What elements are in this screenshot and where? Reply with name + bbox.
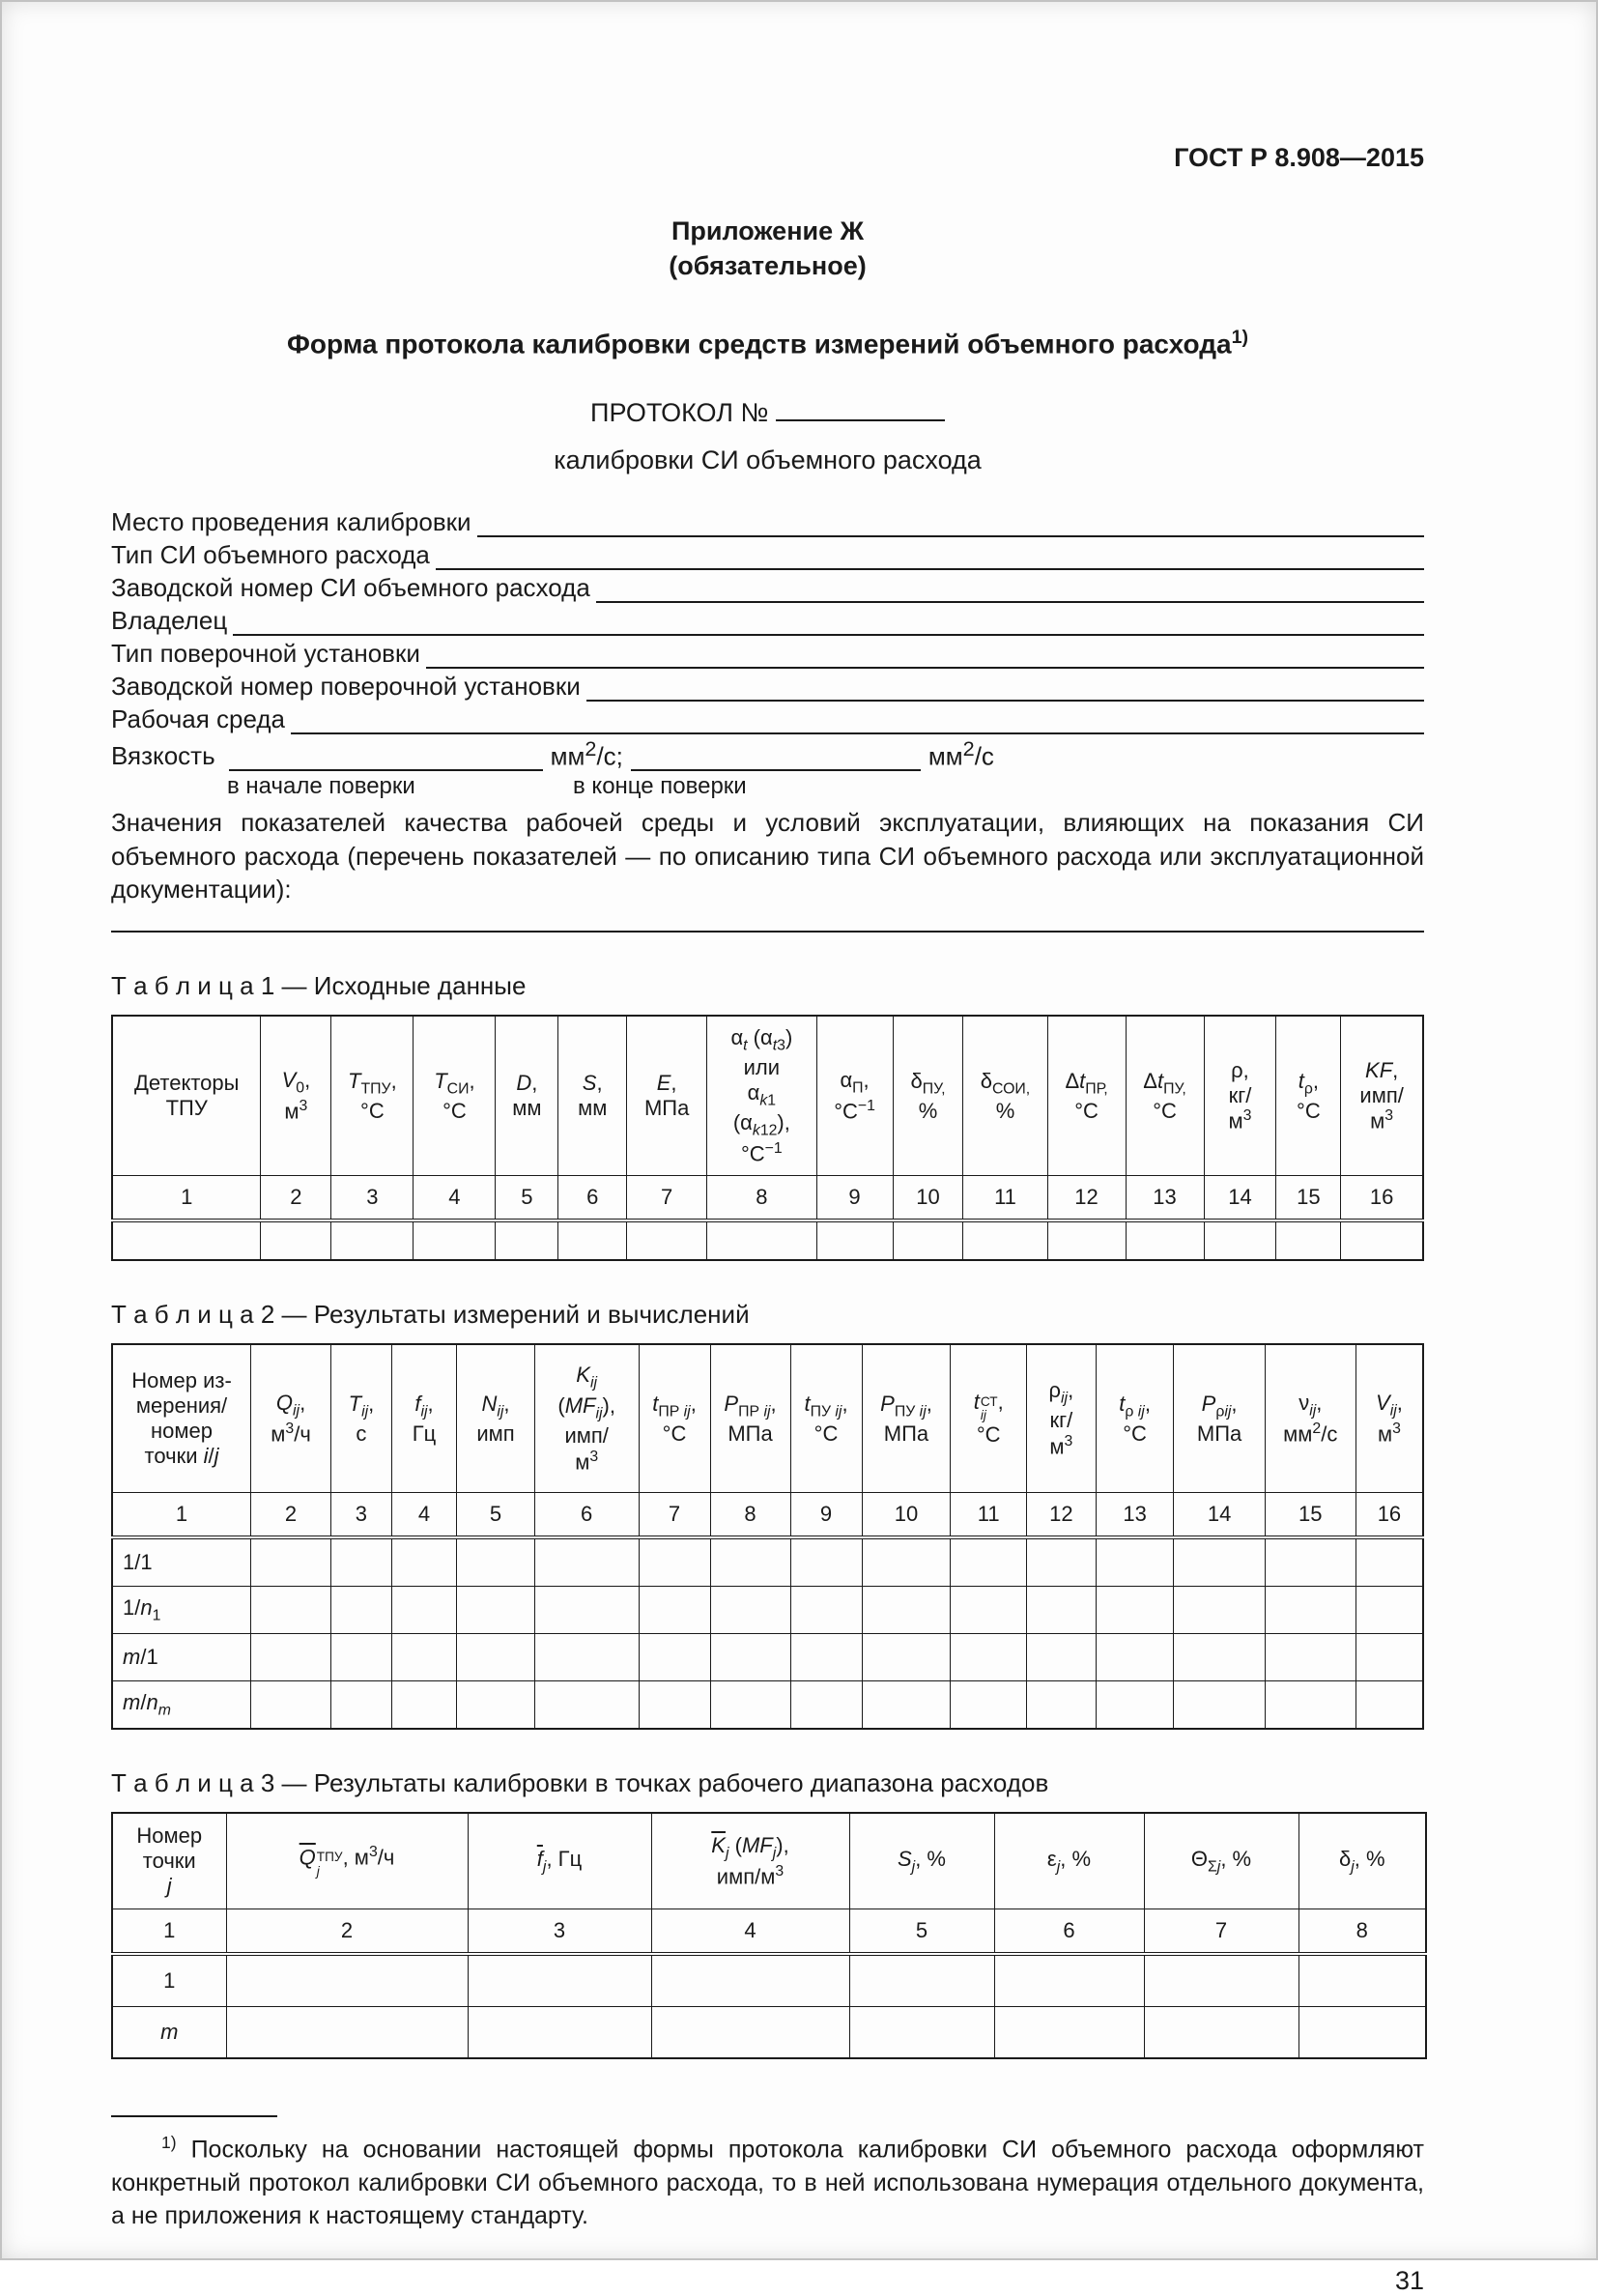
column-number-cell: 3 (331, 1176, 414, 1221)
table-cell (534, 1587, 639, 1634)
table-cell: m (112, 2007, 226, 2059)
column-number-cell: 11 (951, 1493, 1027, 1538)
appendix-type: (обязательное) (669, 251, 867, 281)
table-cell: 1/1 (112, 1537, 251, 1587)
appendix-name: Приложение Ж (671, 216, 865, 245)
table-cell (1355, 1681, 1423, 1730)
column-number-cell: 1 (112, 1909, 226, 1955)
column-number-cell: 8 (710, 1493, 790, 1538)
table-cell (816, 1220, 893, 1260)
column-header-cell: D, мм (496, 1016, 558, 1176)
form-field-line (111, 669, 1424, 702)
column-header-cell: $K_{ij}$ $(MF_{ij})$, имп/ $м^3$ (534, 1344, 639, 1493)
caption-end-of-verification: в конце поверки (573, 773, 747, 800)
table-cell (331, 1587, 392, 1634)
table-cell (951, 1587, 1027, 1634)
page-number: 31 (1394, 2265, 1424, 2295)
table-cell (1047, 1220, 1126, 1260)
column-number-cell: 9 (790, 1493, 862, 1538)
column-number-cell: 11 (963, 1176, 1047, 1221)
column-header-cell: $T_{ij}$, с (331, 1344, 392, 1493)
table-cell (251, 1537, 331, 1587)
table-cell (951, 1634, 1027, 1681)
table-cell (1265, 1587, 1355, 1634)
protocol-subtitle: калибровки СИ объемного расхода (554, 445, 982, 475)
table-calibration-results (111, 1812, 1427, 2059)
column-header-cell: $\overline{f}_j$, Гц (468, 1813, 651, 1909)
column-number-cell: 8 (707, 1176, 816, 1221)
column-numbers-row (112, 1176, 1423, 1221)
column-header-cell: Номер точки j (112, 1813, 226, 1909)
column-number-cell: 2 (251, 1493, 331, 1538)
field-label: Рабочая среда (111, 704, 286, 734)
table-cell (331, 1220, 414, 1260)
table-header-row (112, 1813, 1426, 1909)
column-number-cell: 15 (1265, 1493, 1355, 1538)
table-cell (710, 1681, 790, 1730)
table-cell: $m/n_m$ (112, 1681, 251, 1730)
table-cell (639, 1681, 710, 1730)
table-cell (1144, 1954, 1298, 2007)
table-header-row (112, 1016, 1423, 1176)
table-row (112, 1220, 1423, 1260)
column-header-cell: $\nu_{ij}$, $мм^2/с$ (1265, 1344, 1355, 1493)
table-row (112, 1537, 1423, 1587)
table-cell (468, 2007, 651, 2059)
table-cell (391, 1634, 456, 1681)
table-cell (710, 1587, 790, 1634)
form-field-line (111, 636, 1424, 669)
table-cell (1298, 1954, 1426, 2007)
column-header-cell: E, МПа (627, 1016, 707, 1176)
column-header-cell: $P_{\rho ij}$, МПа (1174, 1344, 1265, 1493)
table-cell (112, 1220, 261, 1260)
column-header-cell: t СТ ij , °С (951, 1344, 1027, 1493)
table-header-row (112, 1344, 1423, 1493)
column-header-cell: $t_{\rho ij}$, °С (1096, 1344, 1174, 1493)
table-cell (331, 1634, 392, 1681)
column-number-cell: 8 (1298, 1909, 1426, 1955)
table-row (112, 1954, 1426, 2007)
column-number-cell: 7 (639, 1493, 710, 1538)
column-number-cell: 12 (1047, 1176, 1126, 1221)
table-cell (1096, 1681, 1174, 1730)
column-header-cell: $S_j$, % (849, 1813, 994, 1909)
table-cell (251, 1587, 331, 1634)
column-header-cell: $t_{ПР ij}$, °С (639, 1344, 710, 1493)
field-blank-line (233, 607, 1424, 636)
table-cell (1174, 1634, 1265, 1681)
table-cell (226, 2007, 468, 2059)
column-number-cell: 13 (1126, 1176, 1204, 1221)
table-cell (651, 1954, 849, 2007)
table-3-caption: Т а б л и ц а 3 — Результаты калибровки в точках рабочего диапазона расходов (111, 1768, 1049, 1798)
column-header-cell: $T_{ТПУ}$, °С (331, 1016, 414, 1176)
table-cell (1096, 1587, 1174, 1634)
field-label: Владелец (111, 606, 228, 636)
table-cell (534, 1537, 639, 1587)
table-cell (707, 1220, 816, 1260)
table-cell (457, 1587, 535, 1634)
table-cell (1204, 1220, 1276, 1260)
form-field-line (111, 603, 1424, 636)
column-number-cell: 13 (1096, 1493, 1174, 1538)
table-row (112, 2007, 1426, 2059)
table-cell (1174, 1587, 1265, 1634)
table-cell (1096, 1537, 1174, 1587)
table-cell (862, 1634, 951, 1681)
table-cell (457, 1634, 535, 1681)
column-number-cell: 2 (261, 1176, 331, 1221)
column-numbers-row (112, 1493, 1423, 1538)
table-cell (414, 1220, 496, 1260)
table-cell (639, 1537, 710, 1587)
table-cell (639, 1634, 710, 1681)
footnote-ref-mark: 1) (161, 2133, 177, 2153)
column-number-cell: 5 (849, 1909, 994, 1955)
table-cell (1174, 1537, 1265, 1587)
column-header-cell: $t_\rho$, °С (1276, 1016, 1341, 1176)
table-row (112, 1634, 1423, 1681)
column-number-cell: 14 (1204, 1176, 1276, 1221)
field-blank-line (291, 705, 1424, 734)
form-title-text: Форма протокола калибровки средств измерений объемного расхода (286, 329, 1232, 359)
table-cell (391, 1587, 456, 1634)
table-cell (790, 1587, 862, 1634)
column-number-cell: 7 (1144, 1909, 1298, 1955)
table-cell (1341, 1220, 1423, 1260)
column-number-cell: 2 (226, 1909, 468, 1955)
column-header-cell: ρ, кг/ $м^3$ (1204, 1016, 1276, 1176)
field-label: Заводской номер поверочной установки (111, 672, 581, 702)
column-header-cell: $\alpha_П$, $^\circ С^{-1}$ (816, 1016, 893, 1176)
table-cell (558, 1220, 627, 1260)
column-number-cell: 4 (391, 1493, 456, 1538)
form-field-line (111, 504, 1424, 537)
table-cell (627, 1220, 707, 1260)
field-blank-line (596, 574, 1424, 603)
table-cell (994, 2007, 1144, 2059)
field-label: Заводской номер СИ объемного расхода (111, 573, 590, 603)
table-cell (994, 1954, 1144, 2007)
footnote-reference: 1) (1231, 326, 1249, 348)
table-cell (391, 1537, 456, 1587)
table-cell: $1/n_1$ (112, 1587, 251, 1634)
document-code: ГОСТ Р 8.908—2015 (1174, 143, 1424, 172)
footnote-separator (111, 2115, 277, 2121)
column-number-cell: 10 (862, 1493, 951, 1538)
form-fields-block (111, 504, 1424, 734)
quality-conditions-note: Значения показателей качества рабочей среды и условий эксплуатации, влияющих на показания СИ объемного расхода (перечень показателей — по описанию типа СИ объемного расхода или эксплуатационной документации): (111, 808, 1424, 904)
table-cell (1174, 1681, 1265, 1730)
table-cell (251, 1681, 331, 1730)
protocol-label: ПРОТОКОЛ № (590, 398, 769, 428)
table-cell (849, 2007, 994, 2059)
table-cell (1144, 2007, 1298, 2059)
viscosity-captions (111, 771, 1424, 800)
column-header-cell: $\Delta t_{ПУ,}$ °С (1126, 1016, 1204, 1176)
blank-ruled-line (111, 921, 1424, 933)
column-number-cell: 1 (112, 1176, 261, 1221)
table-cell (226, 1954, 468, 2007)
column-header-cell: $\alpha_t$ $(\alpha_{t3})$ или $\alpha_{k1}$ $(\alpha_{k12})$, $^\circ С^{-1}$ (707, 1016, 816, 1176)
column-number-cell: 10 (893, 1176, 963, 1221)
column-number-cell: 1 (112, 1493, 251, 1538)
protocol-number-blank (776, 394, 945, 421)
column-header-cell: $f_{ij}$, Гц (391, 1344, 456, 1493)
column-numbers-row (112, 1909, 1426, 1955)
column-number-cell: 4 (651, 1909, 849, 1955)
column-header-cell: $\varepsilon_j$, % (994, 1813, 1144, 1909)
column-header-cell: $\Delta t_{ПР,}$ °С (1047, 1016, 1126, 1176)
table-cell (1126, 1220, 1204, 1260)
protocol-number-line (111, 394, 1424, 428)
table-cell (963, 1220, 1047, 1260)
table-2-caption: Т а б л и ц а 2 — Результаты измерений и вычислений (111, 1300, 750, 1330)
viscosity-unit-2: $мм^2/с$ (927, 735, 994, 771)
table-cell (1026, 1587, 1096, 1634)
column-number-cell: 6 (994, 1909, 1144, 1955)
table-cell (331, 1537, 392, 1587)
column-header-cell: $\overline{Q}$ ТПУ j , $м^3/ч$ (226, 1813, 468, 1909)
field-blank-line (436, 541, 1424, 570)
table-cell (951, 1681, 1027, 1730)
column-number-cell: 6 (534, 1493, 639, 1538)
form-field-line (111, 702, 1424, 734)
column-header-cell: $Q_{ij}$, $м^3/ч$ (251, 1344, 331, 1493)
table-cell (496, 1220, 558, 1260)
caption-start-of-verification: в начале поверки (227, 773, 415, 800)
table-cell (710, 1537, 790, 1587)
table-cell: m/1 (112, 1634, 251, 1681)
field-label: Тип поверочной установки (111, 639, 420, 669)
field-label: Место проведения калибровки (111, 507, 471, 537)
column-number-cell: 5 (496, 1176, 558, 1221)
column-number-cell: 14 (1174, 1493, 1265, 1538)
table-cell (1265, 1634, 1355, 1681)
table-cell (1265, 1537, 1355, 1587)
column-number-cell: 16 (1355, 1493, 1423, 1538)
column-number-cell: 16 (1341, 1176, 1423, 1221)
field-blank-line (477, 508, 1424, 537)
column-number-cell: 7 (627, 1176, 707, 1221)
table-cell (893, 1220, 963, 1260)
table-cell (468, 1954, 651, 2007)
table-cell (710, 1634, 790, 1681)
field-label: Тип СИ объемного расхода (111, 540, 430, 570)
viscosity-line (111, 736, 1424, 771)
column-header-cell: $N_{ij}$, имп (457, 1344, 535, 1493)
table-row (112, 1587, 1423, 1634)
column-number-cell: 9 (816, 1176, 893, 1221)
column-header-cell: $t_{ПУ ij}$, °С (790, 1344, 862, 1493)
column-header-cell: Детекторы ТПУ (112, 1016, 261, 1176)
column-header-cell: $P_{ПР ij}$, МПа (710, 1344, 790, 1493)
table-cell (251, 1634, 331, 1681)
table-cell (1026, 1681, 1096, 1730)
table-cell (534, 1681, 639, 1730)
column-header-cell: $\rho_{ij}$, кг/ $м^3$ (1026, 1344, 1096, 1493)
table-cell (1355, 1537, 1423, 1587)
table-cell (651, 2007, 849, 2059)
table-1-caption: Т а б л и ц а 1 — Исходные данные (111, 971, 527, 1001)
field-blank-line (586, 673, 1424, 702)
table-cell (1276, 1220, 1341, 1260)
column-number-cell: 5 (457, 1493, 535, 1538)
table-cell (849, 1954, 994, 2007)
column-header-cell: S, мм (558, 1016, 627, 1176)
footnote-text (111, 2131, 1424, 2233)
column-header-cell: $\delta_j$, % (1298, 1813, 1426, 1909)
table-cell (391, 1681, 456, 1730)
column-header-cell: $V_0$, $м^3$ (261, 1016, 331, 1176)
viscosity-label: Вязкость (111, 741, 215, 771)
form-field-line (111, 537, 1424, 570)
table-cell (1355, 1587, 1423, 1634)
table-cell (1298, 2007, 1426, 2059)
viscosity-blank-start (229, 742, 543, 771)
column-header-cell: $\overline{K}_j$ $(MF_j)$, имп/$м^3$ (651, 1813, 849, 1909)
column-number-cell: 12 (1026, 1493, 1096, 1538)
table-cell (331, 1681, 392, 1730)
field-blank-line (426, 640, 1424, 669)
footnote-body: Поскольку на основании настоящей формы протокола калибровки СИ объемного расхода оформляют конкретный протокол калибровки СИ объемного расхода, то в ней использована нумерация отдельного документа, а не приложения к настоящему стандарту. (111, 2136, 1424, 2230)
column-header-cell: $T_{СИ}$, °С (414, 1016, 496, 1176)
column-header-cell: $\Theta_{\Sigma j}$, % (1144, 1813, 1298, 1909)
column-number-cell: 15 (1276, 1176, 1341, 1221)
table-cell (1026, 1537, 1096, 1587)
appendix-heading (111, 214, 1424, 284)
table-cell (457, 1537, 535, 1587)
table-cell (1096, 1634, 1174, 1681)
table-cell (1026, 1634, 1096, 1681)
column-number-cell: 4 (414, 1176, 496, 1221)
column-header-cell: $V_{ij}$, $м^3$ (1355, 1344, 1423, 1493)
table-cell (790, 1634, 862, 1681)
form-field-line (111, 570, 1424, 603)
table-cell (862, 1537, 951, 1587)
form-title (111, 327, 1424, 359)
table-cell (1355, 1634, 1423, 1681)
table-cell (790, 1681, 862, 1730)
table-row (112, 1681, 1423, 1730)
column-number-cell: 3 (331, 1493, 392, 1538)
table-cell (862, 1681, 951, 1730)
table-cell (534, 1634, 639, 1681)
page-content (111, 143, 1424, 2296)
table-cell (261, 1220, 331, 1260)
table-measurement-results (111, 1343, 1424, 1730)
viscosity-blank-end (631, 742, 921, 771)
table-cell (457, 1681, 535, 1730)
table-cell (951, 1537, 1027, 1587)
table-cell (790, 1537, 862, 1587)
column-header-cell: $\delta_{СОИ,}$ % (963, 1016, 1047, 1176)
table-cell (639, 1587, 710, 1634)
viscosity-unit-1: $мм^2/с$; (550, 735, 623, 771)
table-cell (1265, 1681, 1355, 1730)
column-header-cell: KF, имп/ $м^3$ (1341, 1016, 1423, 1176)
column-header-cell: Номер из- мерения/ номер точки i/j (112, 1344, 251, 1493)
table-cell (862, 1587, 951, 1634)
column-header-cell: $P_{ПУ ij}$, МПа (862, 1344, 951, 1493)
table-initial-data (111, 1015, 1424, 1261)
column-number-cell: 3 (468, 1909, 651, 1955)
column-header-cell: $\delta_{ПУ,}$ % (893, 1016, 963, 1176)
column-number-cell: 6 (558, 1176, 627, 1221)
table-cell: 1 (112, 1954, 226, 2007)
